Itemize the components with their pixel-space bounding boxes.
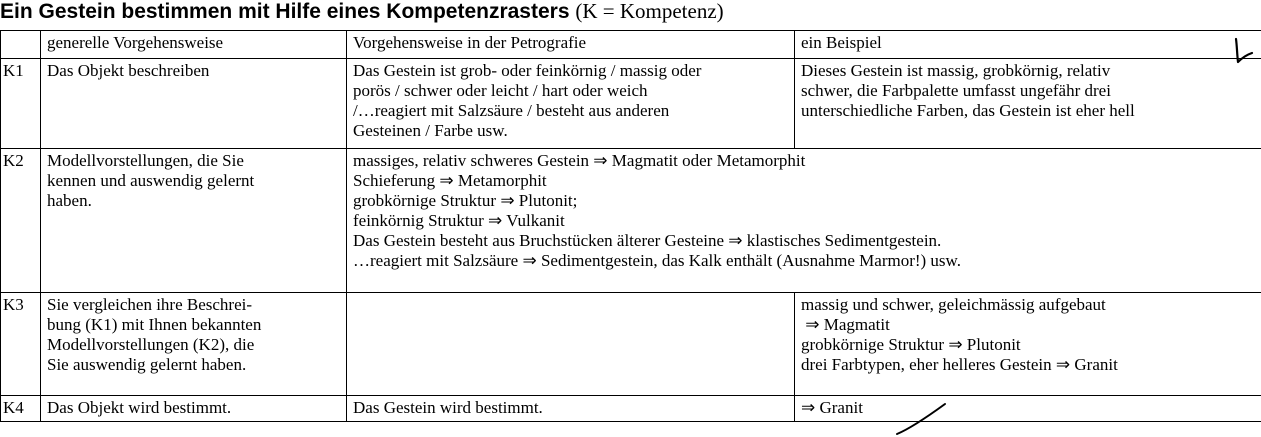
page-title xyxy=(0,0,1261,30)
example-cell: ⇒ Granit xyxy=(795,396,1261,422)
text-line: Schieferung ⇒ Metamorphit xyxy=(353,171,547,190)
text-line: grobkörnige Struktur ⇒ Plutonit xyxy=(801,335,1021,354)
row-key: K1 xyxy=(1,59,41,149)
text-line: …reagiert mit Salzsäure ⇒ Sedimentgestein, das Kalk enthält (Ausnahme Marmor!) usw. xyxy=(353,251,961,270)
general-cell: Das Objekt wird bestimmt. xyxy=(41,396,347,422)
petrography-cell: Das Gestein wird bestimmt. xyxy=(347,396,795,422)
header-cell-petrography: Vorgehensweise in der Petrografie xyxy=(347,31,795,59)
title-main: Ein Gestein bestimmen mit Hilfe eines Kompetenzrasters xyxy=(0,0,570,23)
header-cell-example: ein Beispiel xyxy=(795,31,1261,59)
petrography-cell xyxy=(347,59,795,149)
text-line: Modellvorstellungen, die Sie xyxy=(47,151,244,170)
header-cell-general: generelle Vorgehensweise xyxy=(41,31,347,59)
table-row-k4 xyxy=(1,396,1261,422)
table-row-k2 xyxy=(1,149,1261,293)
title-suffix: (K = Kompetenz) xyxy=(575,0,724,23)
merged-model-cell xyxy=(347,149,1261,293)
text-line: massiges, relativ schweres Gestein ⇒ Magmatit oder Metamorphit xyxy=(353,151,806,170)
row-key: K3 xyxy=(1,293,41,396)
text-line: massig und schwer, geleichmässig aufgebaut xyxy=(801,295,1106,314)
text-line: ⇒ Magmatit xyxy=(801,315,890,334)
row-key: K4 xyxy=(1,396,41,422)
text-line: grobkörnige Struktur ⇒ Plutonit; xyxy=(353,191,578,210)
example-cell xyxy=(795,293,1261,396)
row-key: K2 xyxy=(1,149,41,293)
competence-grid-table xyxy=(0,30,1261,422)
text-line: Sie auswendig gelernt haben. xyxy=(47,355,247,374)
text-line: bung (K1) mit Ihnen bekannten xyxy=(47,315,262,334)
general-cell xyxy=(41,149,347,293)
text-line: Modellvorstellungen (K2), die xyxy=(47,335,255,354)
text-line: Gesteinen / Farbe usw. xyxy=(353,121,508,140)
text-line: unterschiedliche Farben, das Gestein ist eher hell xyxy=(801,101,1135,120)
table-row-k1 xyxy=(1,59,1261,149)
text-line: kennen und auswendig gelernt xyxy=(47,171,255,190)
general-cell xyxy=(41,293,347,396)
header-cell-key xyxy=(1,31,41,59)
general-cell: Das Objekt beschreiben xyxy=(41,59,347,149)
table-row-k3 xyxy=(1,293,1261,396)
text-line: Das Gestein ist grob- oder feinkörnig / massig oder xyxy=(353,61,702,80)
header-row xyxy=(1,31,1261,59)
text-line: /…reagiert mit Salzsäure / besteht aus anderen xyxy=(353,101,670,120)
text-line: drei Farbtypen, eher helleres Gestein ⇒ Granit xyxy=(801,355,1118,374)
text-line: haben. xyxy=(47,191,92,210)
petrography-cell xyxy=(347,293,795,396)
text-line: feinkörnig Struktur ⇒ Vulkanit xyxy=(353,211,565,230)
text-line: schwer, die Farbpalette umfasst ungefähr drei xyxy=(801,81,1111,100)
text-line: Das Gestein besteht aus Bruchstücken älterer Gesteine ⇒ klastisches Sedimentgestein. xyxy=(353,231,942,250)
text-line: Sie vergleichen ihre Beschrei- xyxy=(47,295,253,314)
example-cell xyxy=(795,59,1261,149)
text-line: Dieses Gestein ist massig, grobkörnig, relativ xyxy=(801,61,1111,80)
text-line: porös / schwer oder leicht / hart oder weich xyxy=(353,81,648,100)
